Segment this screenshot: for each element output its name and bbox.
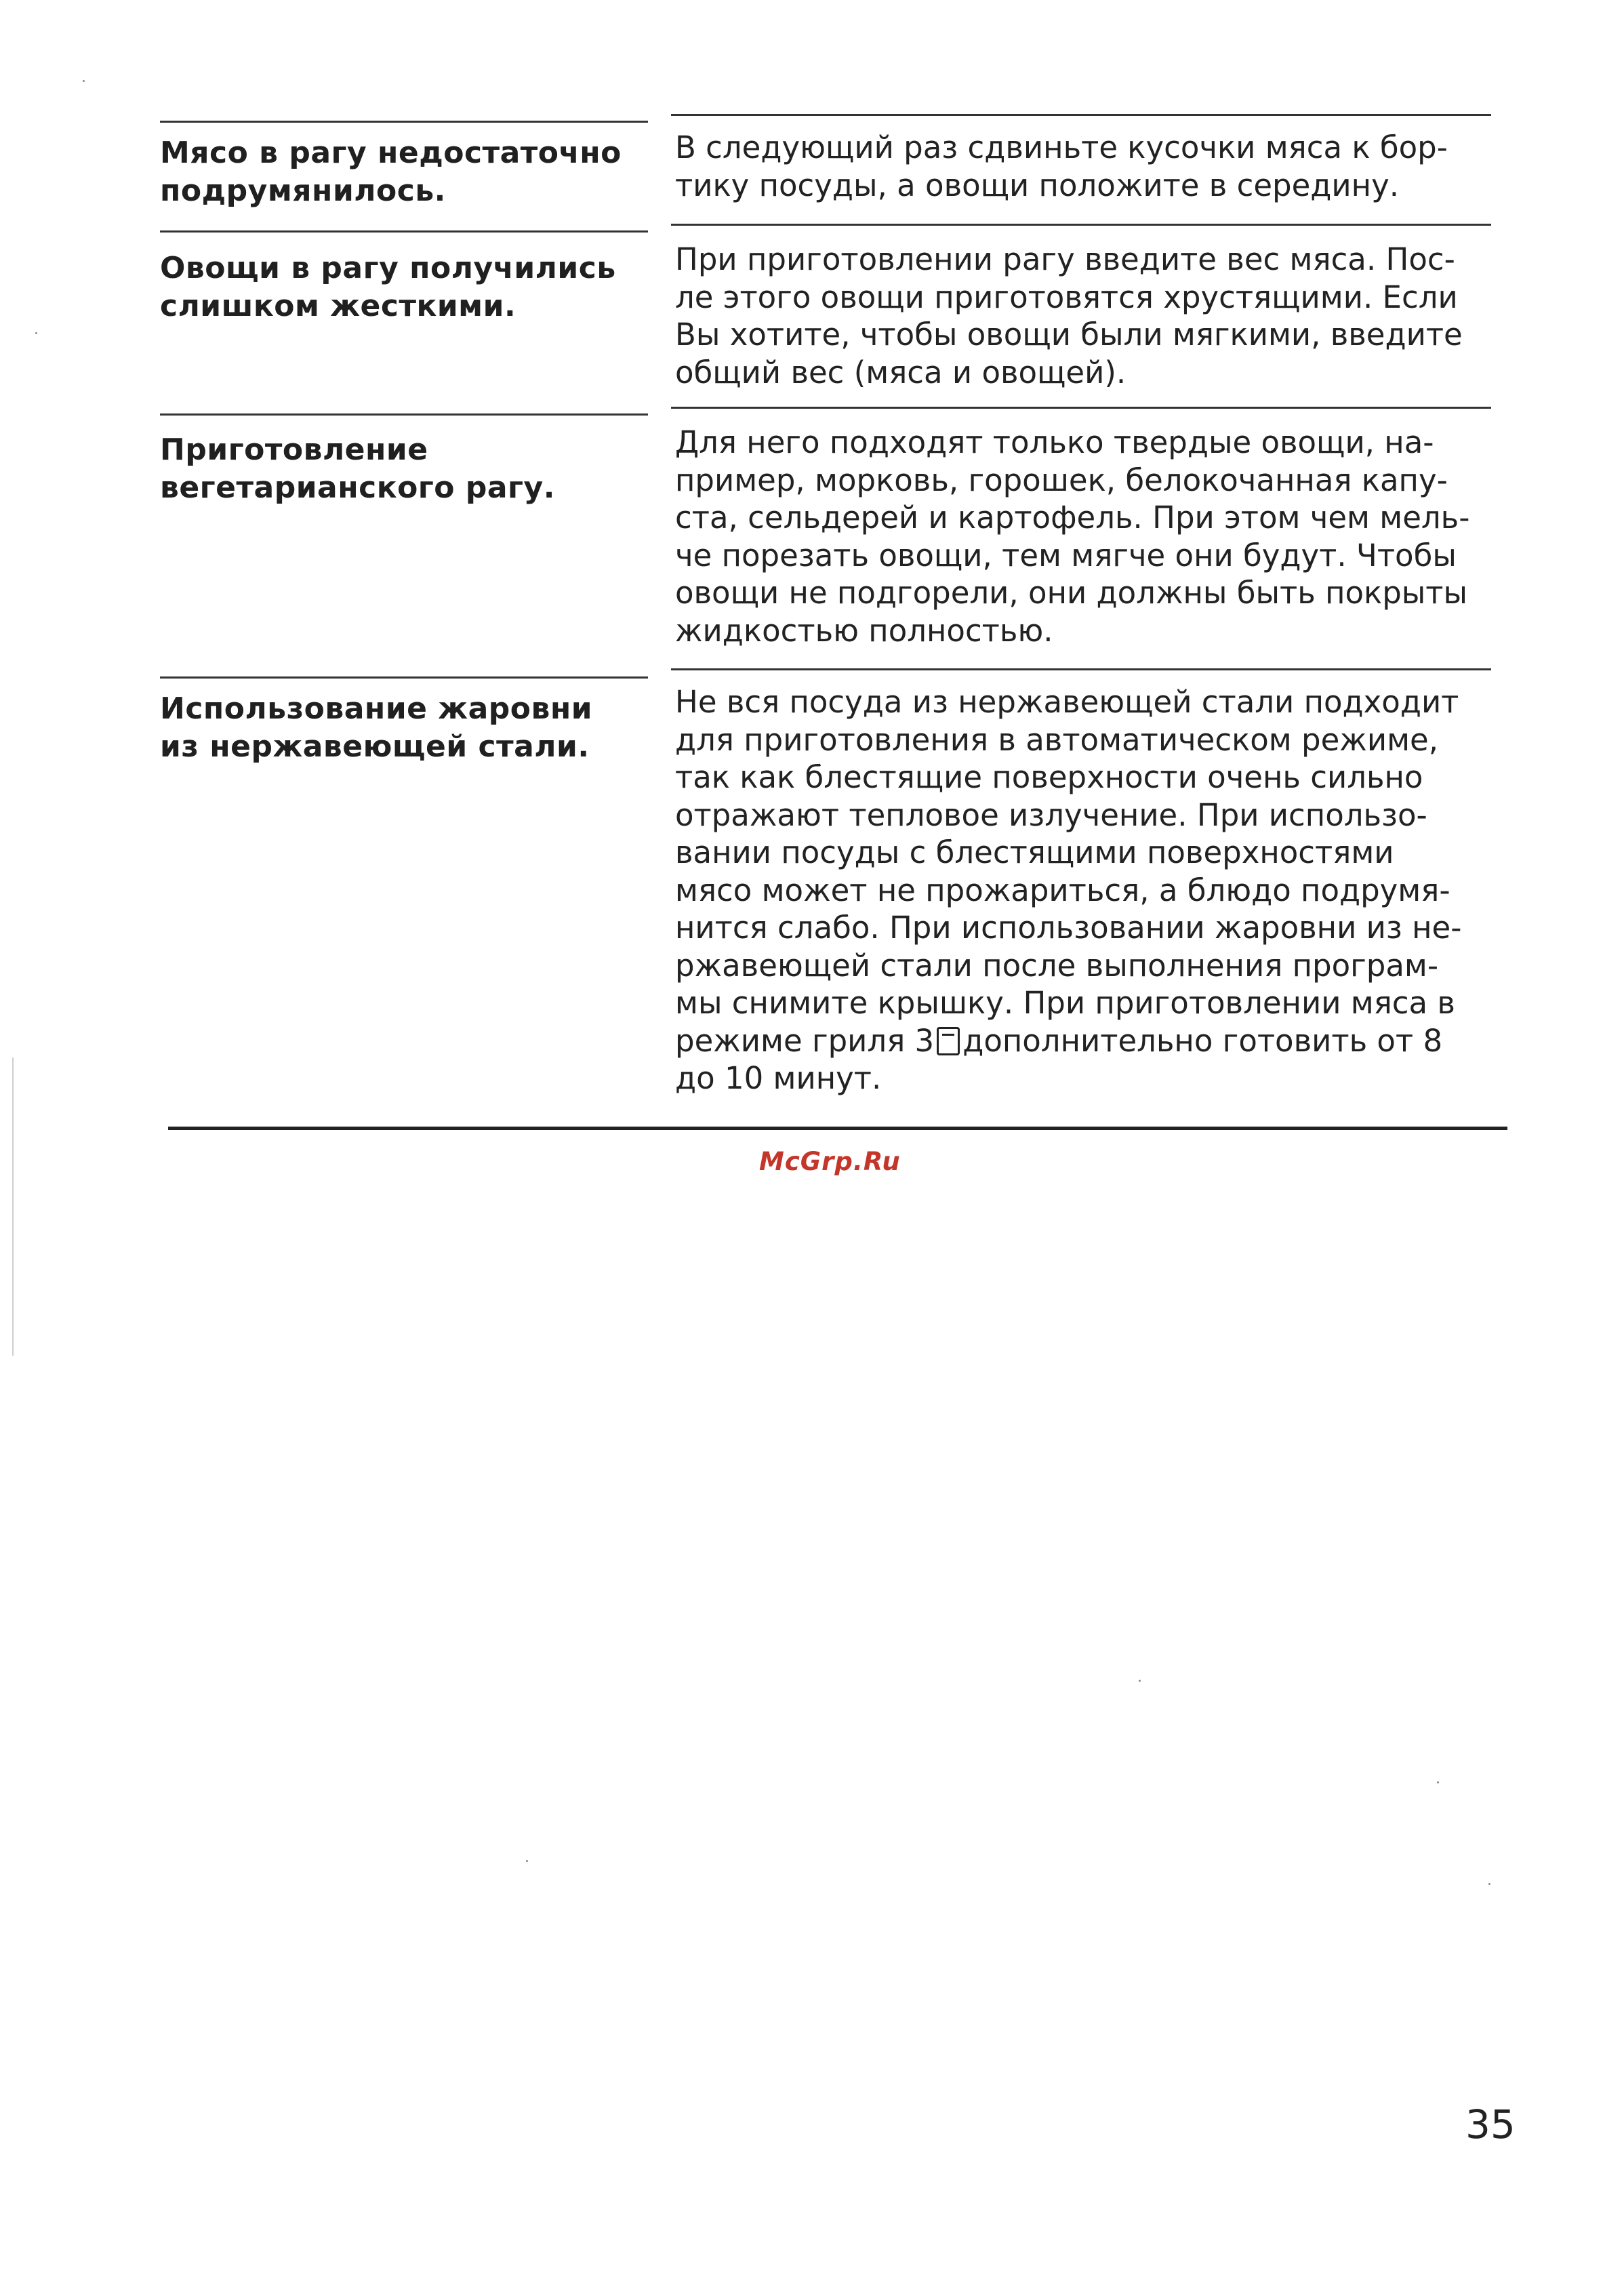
row-2-question-rule (160, 230, 648, 233)
scan-speck (1488, 1883, 1490, 1885)
row-1-answer-rule (671, 114, 1491, 116)
row-1-question-rule (160, 121, 648, 123)
row-3-answer: Для него подходят только твердые овощи, на- пример, морковь, горошек, белокочанная капу- ста, сельдерей и картофель. При этом чем мель- че порезать овощи, тем мягче они будут. Чтобы овощи не подгорели, они должны быть покрыты жидкостью полностью. (675, 424, 1470, 649)
scan-speck (1437, 1781, 1439, 1783)
row-3-question-rule (160, 413, 648, 416)
watermark: McGrp.Ru (759, 1147, 901, 1176)
row-4-answer-text-end: дополнительно готовить от 8 до 10 минут. (675, 1022, 1443, 1096)
page-number: 35 (1465, 2101, 1516, 2147)
row-3-question: Приготовление вегетарианского рагу. (160, 432, 555, 505)
row-2-answer: При приготовлении рагу введите вес мяса. Пос- ле этого овощи приготовятся хрустящими. Если Вы хотите, чтобы овощи были мягкими, введите общий вес (мяса и овощей). (675, 241, 1463, 390)
row-3-answer-rule (671, 407, 1491, 409)
row-4-question: Использование жаровни из нержавеющей стали. (160, 691, 593, 764)
scan-margin-line (12, 1057, 14, 1356)
grill-icon (937, 1027, 960, 1055)
row-2-answer-rule (671, 224, 1491, 226)
scan-speck (1139, 1680, 1141, 1682)
row-1-answer: В следующий раз сдвиньте кусочки мяса к бор- тику посуды, а овощи положите в середину. (675, 129, 1448, 203)
row-4-question-rule (160, 676, 648, 679)
row-2-question: Овощи в рагу получились слишком жесткими. (160, 251, 616, 323)
row-4-answer (675, 683, 1509, 1097)
row-4-answer-rule (671, 668, 1491, 670)
row-4-answer-text-start: Не вся посуда из нержавеющей стали подходит для приготовления в автоматическом режиме, так как блестящие поверхности очень сильно отражают тепловое излучение. При использо- вании посуды с блестящими поверхностями мясо может не прожариться, а блюдо подрумя- нится слабо. При использовании жаровни из не- ржавеющей стали после выполнения програм- мы снимите крышку. При приготовлении мяса в режиме гриля 3 (675, 684, 1462, 1059)
scan-speck (526, 1860, 528, 1862)
scan-speck (83, 80, 85, 82)
table-bottom-rule (168, 1127, 1507, 1130)
row-1-question: Мясо в рагу недостаточно подрумянилось. (160, 136, 622, 208)
scan-speck (35, 332, 37, 334)
